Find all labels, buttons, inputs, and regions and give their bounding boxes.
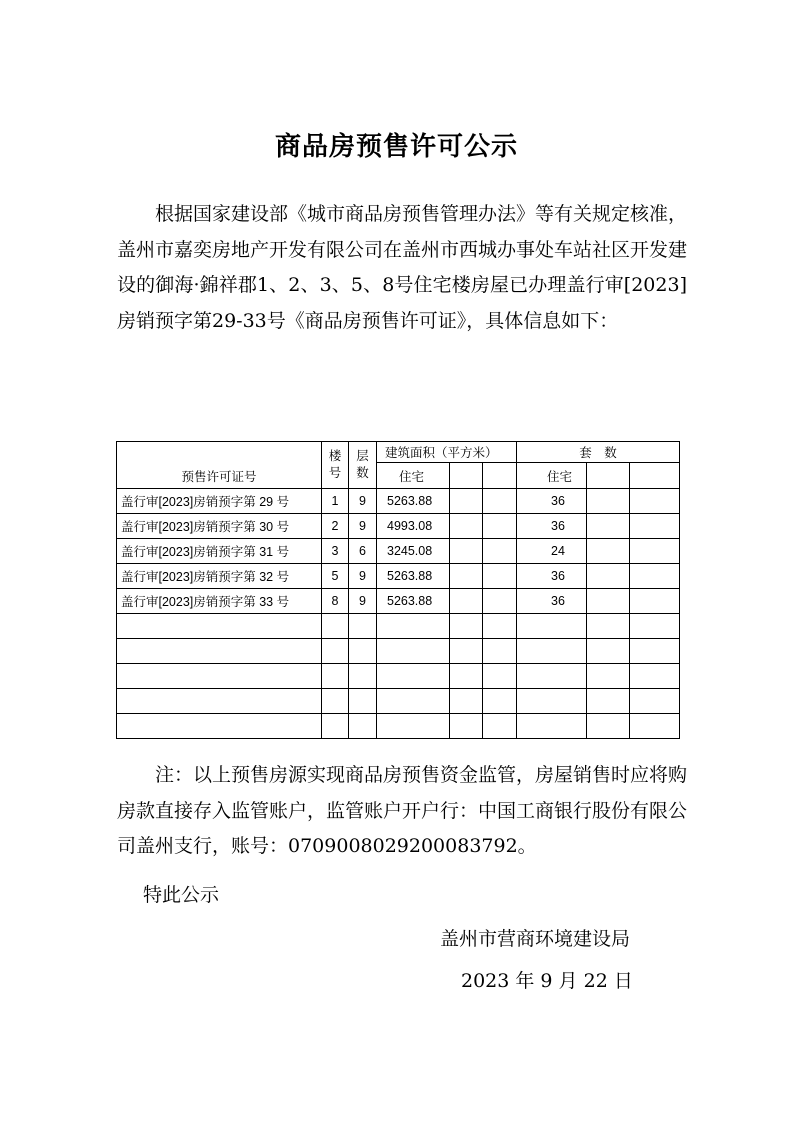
permit-number-cell: 盖行审[2023]房销预字第 29 号 [117, 489, 322, 514]
permit-number-cell: 盖行审[2023]房销预字第 32 号 [117, 564, 322, 589]
floors-cell: 9 [349, 489, 377, 514]
empty-cell [587, 589, 630, 614]
empty-cell [483, 514, 517, 539]
empty-cell [450, 489, 483, 514]
header-units: 套 数 [517, 442, 680, 463]
empty-cell [483, 564, 517, 589]
units-cell: 36 [517, 564, 587, 589]
permit-table [116, 441, 680, 739]
issuer-name: 盖州市营商环境建设局 [440, 928, 631, 950]
empty-table-row [117, 614, 680, 639]
header-floors [349, 442, 377, 489]
header-building-top: 楼 [328, 449, 342, 463]
header-floors-bottom: 数 [356, 466, 369, 480]
floors-cell: 9 [349, 564, 377, 589]
header-area: 建筑面积（平方米） [377, 442, 517, 463]
empty-cell [587, 539, 630, 564]
building-cell: 1 [322, 489, 349, 514]
area-cell: 5263.88 [377, 589, 450, 614]
permit-number-cell: 盖行审[2023]房销预字第 30 号 [117, 514, 322, 539]
header-area-residential: 住宅 [377, 463, 450, 489]
table-row [117, 514, 680, 539]
header-building [322, 442, 349, 489]
building-cell: 8 [322, 589, 349, 614]
table-header-row [117, 442, 680, 463]
page-title: 商品房预售许可公示 [274, 132, 518, 162]
units-cell: 24 [517, 539, 587, 564]
units-cell: 36 [517, 489, 587, 514]
header-units-blank-1 [587, 463, 630, 489]
floors-cell: 9 [349, 589, 377, 614]
header-floors-top: 层 [356, 449, 369, 463]
empty-cell [630, 514, 680, 539]
table-body [117, 489, 680, 739]
empty-table-row [117, 714, 680, 739]
empty-cell [483, 539, 517, 564]
floors-cell: 6 [349, 539, 377, 564]
area-cell: 3245.08 [377, 539, 450, 564]
closing-text: 特此公示 [143, 884, 220, 906]
empty-table-row [117, 689, 680, 714]
empty-table-row [117, 664, 680, 689]
permit-number-cell: 盖行审[2023]房销预字第 33 号 [117, 589, 322, 614]
empty-cell [630, 489, 680, 514]
empty-cell [450, 539, 483, 564]
header-area-blank-2 [483, 463, 517, 489]
intro-paragraph: 根据国家建设部《城市商品房预售管理办法》等有关规定核准，盖州市嘉奕房地产开发有限公司在盖州市西城办事处车站社区开发建设的御海·錦祥郡1、2、3、5、8号住宅楼房屋已办理盖行审[2023]房销预字第29-33号《商品房预售许可证》，具体信息如下： [117, 203, 688, 332]
units-cell: 36 [517, 589, 587, 614]
empty-cell [450, 589, 483, 614]
empty-cell [483, 589, 517, 614]
header-units-blank-2 [630, 463, 680, 489]
empty-cell [587, 514, 630, 539]
table-row [117, 589, 680, 614]
note-paragraph: 注：以上预售房源实现商品房预售资金监管，房屋销售时应将购房款直接存入监管账户，监管账户开户行：中国工商银行股份有限公司盖州支行，账号：0709008029200083792。 [117, 764, 688, 857]
empty-cell [450, 514, 483, 539]
empty-cell [630, 564, 680, 589]
building-cell: 2 [322, 514, 349, 539]
empty-cell [630, 589, 680, 614]
empty-cell [450, 564, 483, 589]
table-row [117, 489, 680, 514]
area-cell: 5263.88 [377, 564, 450, 589]
table-row [117, 564, 680, 589]
empty-cell [630, 539, 680, 564]
empty-cell [587, 489, 630, 514]
empty-cell [587, 564, 630, 589]
issue-date: 2023 年 9 月 22 日 [461, 970, 633, 992]
building-cell: 3 [322, 539, 349, 564]
empty-cell [483, 489, 517, 514]
empty-table-row [117, 639, 680, 664]
building-cell: 5 [322, 564, 349, 589]
area-cell: 5263.88 [377, 489, 450, 514]
header-building-bottom: 号 [328, 466, 342, 480]
header-permit-no: 预售许可证号 [117, 442, 322, 489]
header-units-residential: 住宅 [517, 463, 587, 489]
permit-number-cell: 盖行审[2023]房销预字第 31 号 [117, 539, 322, 564]
header-area-blank-1 [450, 463, 483, 489]
table-row [117, 539, 680, 564]
floors-cell: 9 [349, 514, 377, 539]
area-cell: 4993.08 [377, 514, 450, 539]
units-cell: 36 [517, 514, 587, 539]
